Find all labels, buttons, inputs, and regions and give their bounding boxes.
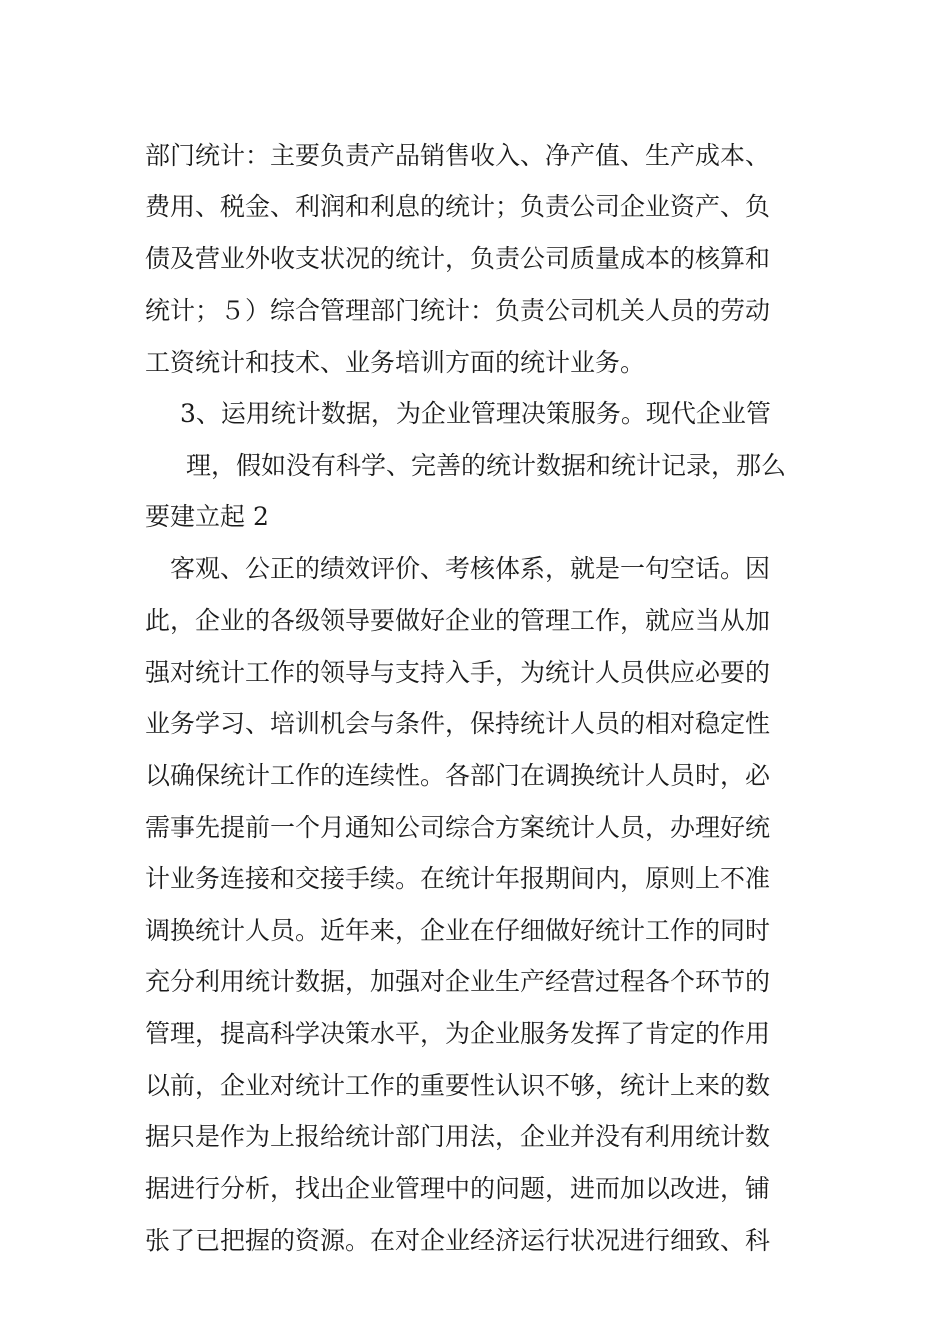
text-line: 充分利用统计数据，加强对企业生产经营过程各个环节的 xyxy=(145,967,771,996)
text-line: 客观、公正的绩效评价、考核体系，就是一句空话。因 xyxy=(170,554,771,583)
text-line: 部门统计：主要负责产品销售收入、净产值、生产成本、 xyxy=(145,141,771,170)
text-line: 费用、税金、利润和利息的统计；负责公司企业资产、负 xyxy=(145,192,771,221)
text-line: 业务学习、培训机会与条件，保持统计人员的相对稳定性 xyxy=(145,709,771,738)
text-line: 工资统计和技术、业务培训方面的统计业务。 xyxy=(145,348,646,377)
text-line: 据只是作为上报给统计部门用法，企业并没有利用统计数 xyxy=(145,1122,771,1151)
text-line: 此，企业的各级领导要做好企业的管理工作，就应当从加 xyxy=(145,606,771,635)
text-line: 以前，企业对统计工作的重要性认识不够，统计上来的数 xyxy=(145,1071,771,1100)
text-line: 3、运用统计数据，为企业管理决策服务。现代企业管 xyxy=(180,399,771,428)
text-line: 需事先提前一个月通知公司综合方案统计人员，办理好统 xyxy=(145,813,771,842)
text-line: 计业务连接和交接手续。在统计年报期间内，原则上不准 xyxy=(145,864,771,893)
text-line: 调换统计人员。近年来，企业在仔细做好统计工作的同时 xyxy=(145,916,771,945)
text-line: 要建立起 2 xyxy=(145,502,269,531)
text-line: 据进行分析，找出企业管理中的问题，进而加以改进，铺 xyxy=(145,1174,771,1203)
text-line: 统计；５）综合管理部门统计：负责公司机关人员的劳动 xyxy=(145,296,771,325)
text-line: 管理，提高科学决策水平，为企业服务发挥了肯定的作用 xyxy=(145,1019,771,1048)
text-line: 理，假如没有科学、完善的统计数据和统计记录，那么 xyxy=(186,451,787,480)
text-line: 以确保统计工作的连续性。各部门在调换统计人员时，必 xyxy=(145,761,771,790)
text-line: 债及营业外收支状况的统计，负责公司质量成本的核算和 xyxy=(145,244,771,273)
text-line: 强对统计工作的领导与支持入手，为统计人员供应必要的 xyxy=(145,658,771,687)
text-line: 张了已把握的资源。在对企业经济运行状况进行细致、科 xyxy=(145,1226,771,1255)
